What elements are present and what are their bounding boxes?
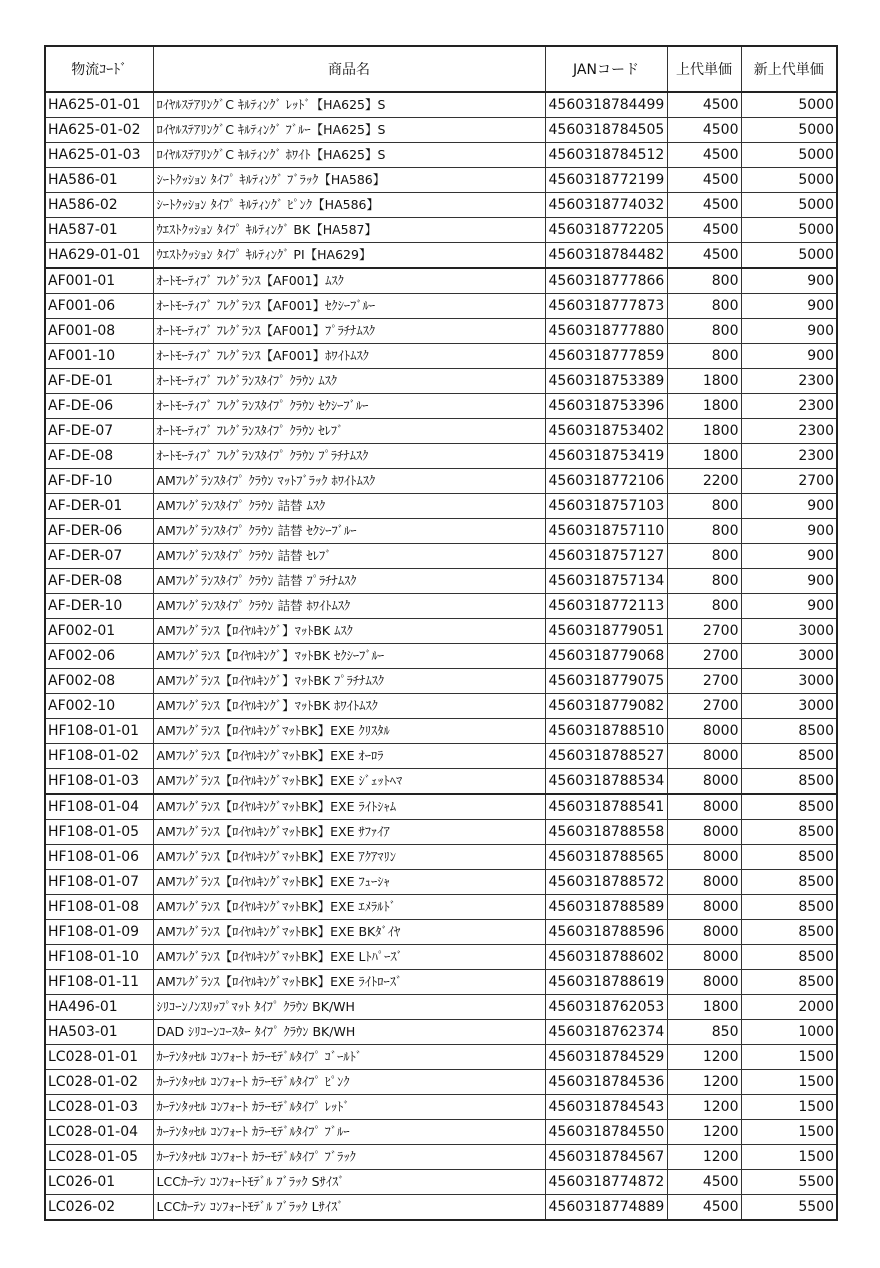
table-row — [45, 118, 837, 143]
product-name-cell: ｳｴｽﾄｸｯｼｮﾝ ﾀｲﾌﾟ ｷﾙﾃｨﾝｸﾞ BK【HA587】 — [153, 218, 545, 243]
retail-price-cell: 2700 — [667, 694, 741, 719]
logistics-code-cell: HF108-01-03 — [45, 769, 153, 795]
jan-code-cell: 4560318788596 — [545, 920, 667, 945]
new-retail-price-cell: 1500 — [741, 1120, 837, 1145]
jan-code-cell: 4560318784482 — [545, 243, 667, 269]
jan-code-cell: 4560318757127 — [545, 544, 667, 569]
jan-code-cell: 4560318779082 — [545, 694, 667, 719]
price-list-sheet — [44, 45, 836, 1221]
logistics-code-cell: LC028-01-03 — [45, 1095, 153, 1120]
table-row — [45, 719, 837, 744]
retail-price-cell: 1200 — [667, 1095, 741, 1120]
table-row — [45, 369, 837, 394]
retail-price-cell: 1800 — [667, 369, 741, 394]
retail-price-cell: 800 — [667, 294, 741, 319]
table-row — [45, 569, 837, 594]
new-retail-price-cell: 1000 — [741, 1020, 837, 1045]
product-name-cell: ﾛｲﾔﾙｽﾃｱﾘﾝｸﾞC ｷﾙﾃｨﾝｸﾞ ﾎﾜｲﾄ【HA625】S — [153, 143, 545, 168]
logistics-code-cell: AF002-08 — [45, 669, 153, 694]
logistics-code-cell: HA586-01 — [45, 168, 153, 193]
new-retail-price-cell: 5000 — [741, 143, 837, 168]
jan-code-cell: 4560318757103 — [545, 494, 667, 519]
retail-price-cell: 1200 — [667, 1045, 741, 1070]
new-retail-price-cell: 8500 — [741, 744, 837, 769]
table-row — [45, 669, 837, 694]
jan-code-cell: 4560318779075 — [545, 669, 667, 694]
jan-code-cell: 4560318774032 — [545, 193, 667, 218]
jan-code-cell: 4560318788602 — [545, 945, 667, 970]
jan-code-cell: 4560318784567 — [545, 1145, 667, 1170]
product-name-cell: AMﾌﾚｸﾞﾗﾝｽ【ﾛｲﾔﾙｷﾝｸﾞ】ﾏｯﾄBK ﾎﾜｲﾄﾑｽｸ — [153, 694, 545, 719]
logistics-code-cell: LC028-01-05 — [45, 1145, 153, 1170]
logistics-code-cell: AF-DER-07 — [45, 544, 153, 569]
jan-code-cell: 4560318753402 — [545, 419, 667, 444]
logistics-code-cell: AF001-08 — [45, 319, 153, 344]
retail-price-cell: 8000 — [667, 744, 741, 769]
product-name-cell: AMﾌﾚｸﾞﾗﾝｽﾀｲﾌﾟ ｸﾗｳﾝ 詰替 ﾑｽｸ — [153, 494, 545, 519]
retail-price-cell: 2700 — [667, 644, 741, 669]
new-retail-price-cell: 8500 — [741, 970, 837, 995]
table-row — [45, 1020, 837, 1045]
new-retail-price-cell: 5000 — [741, 118, 837, 143]
retail-price-cell: 4500 — [667, 193, 741, 218]
product-name-cell: AMﾌﾚｸﾞﾗﾝｽ【ﾛｲﾔﾙｷﾝｸﾞﾏｯﾄBK】EXE ｱｸｱﾏﾘﾝ — [153, 845, 545, 870]
product-name-cell: ｶｰﾃﾝﾀｯｾﾙ ｺﾝﾌｫｰﾄ ｶﾗｰﾓﾃﾞﾙﾀｲﾌﾟ ﾌﾞﾗｯｸ — [153, 1145, 545, 1170]
retail-price-cell: 4500 — [667, 1195, 741, 1221]
table-row — [45, 995, 837, 1020]
jan-code-cell: 4560318784543 — [545, 1095, 667, 1120]
jan-code-cell: 4560318788589 — [545, 895, 667, 920]
retail-price-cell: 1800 — [667, 444, 741, 469]
new-retail-price-cell: 1500 — [741, 1070, 837, 1095]
logistics-code-cell: AF001-06 — [45, 294, 153, 319]
product-name-cell: ｶｰﾃﾝﾀｯｾﾙ ｺﾝﾌｫｰﾄ ｶﾗｰﾓﾃﾞﾙﾀｲﾌﾟ ﾚｯﾄﾞ — [153, 1095, 545, 1120]
logistics-code-cell: LC026-01 — [45, 1170, 153, 1195]
retail-price-cell: 2200 — [667, 469, 741, 494]
retail-price-cell: 1200 — [667, 1070, 741, 1095]
logistics-code-cell: AF-DE-07 — [45, 419, 153, 444]
new-retail-price-cell: 8500 — [741, 870, 837, 895]
jan-code-cell: 4560318777880 — [545, 319, 667, 344]
product-name-cell: ｵｰﾄﾓｰﾃｨﾌﾞ ﾌﾚｸﾞﾗﾝｽﾀｲﾌﾟ ｸﾗｳﾝ ｾﾚﾌﾞ — [153, 419, 545, 444]
logistics-code-cell: HF108-01-02 — [45, 744, 153, 769]
new-retail-price-cell: 3000 — [741, 694, 837, 719]
jan-code-cell: 4560318772199 — [545, 168, 667, 193]
product-name-cell: ｶｰﾃﾝﾀｯｾﾙ ｺﾝﾌｫｰﾄ ｶﾗｰﾓﾃﾞﾙﾀｲﾌﾟ ﾋﾟﾝｸ — [153, 1070, 545, 1095]
retail-price-cell: 800 — [667, 569, 741, 594]
jan-code-cell: 4560318774872 — [545, 1170, 667, 1195]
logistics-code-cell: LC028-01-01 — [45, 1045, 153, 1070]
new-retail-price-cell: 900 — [741, 544, 837, 569]
retail-price-cell: 4500 — [667, 1170, 741, 1195]
new-retail-price-cell: 3000 — [741, 644, 837, 669]
logistics-code-cell: AF002-01 — [45, 619, 153, 644]
retail-price-cell: 4500 — [667, 243, 741, 269]
retail-price-cell: 4500 — [667, 168, 741, 193]
logistics-code-cell: HA586-02 — [45, 193, 153, 218]
logistics-code-cell: AF-DER-06 — [45, 519, 153, 544]
table-row — [45, 519, 837, 544]
retail-price-cell: 800 — [667, 594, 741, 619]
table-row — [45, 644, 837, 669]
product-name-cell: AMﾌﾚｸﾞﾗﾝｽﾀｲﾌﾟ ｸﾗｳﾝ 詰替 ｾｸｼｰﾌﾞﾙｰ — [153, 519, 545, 544]
logistics-code-cell: HA625-01-01 — [45, 92, 153, 118]
table-row — [45, 794, 837, 820]
jan-code-cell: 4560318762053 — [545, 995, 667, 1020]
new-retail-price-cell: 3000 — [741, 619, 837, 644]
product-name-cell: ｵｰﾄﾓｰﾃｨﾌﾞ ﾌﾚｸﾞﾗﾝｽﾀｲﾌﾟ ｸﾗｳﾝ ﾑｽｸ — [153, 369, 545, 394]
product-name-cell: AMﾌﾚｸﾞﾗﾝｽ【ﾛｲﾔﾙｷﾝｸﾞ】ﾏｯﾄBK ｾｸｼｰﾌﾞﾙｰ — [153, 644, 545, 669]
logistics-code-cell: HA625-01-02 — [45, 118, 153, 143]
logistics-code-cell: HF108-01-01 — [45, 719, 153, 744]
jan-code-cell: 4560318777873 — [545, 294, 667, 319]
header-new-retail-price: 新上代単価 — [741, 46, 837, 92]
retail-price-cell: 1200 — [667, 1145, 741, 1170]
jan-code-cell: 4560318788572 — [545, 870, 667, 895]
product-name-cell: AMﾌﾚｸﾞﾗﾝｽ【ﾛｲﾔﾙｷﾝｸﾞ】ﾏｯﾄBK ﾑｽｸ — [153, 619, 545, 644]
retail-price-cell: 4500 — [667, 218, 741, 243]
table-row — [45, 1170, 837, 1195]
table-body — [45, 92, 837, 1220]
logistics-code-cell: HF108-01-07 — [45, 870, 153, 895]
retail-price-cell: 8000 — [667, 920, 741, 945]
logistics-code-cell: AF-DER-08 — [45, 569, 153, 594]
table-row — [45, 268, 837, 294]
retail-price-cell: 1200 — [667, 1120, 741, 1145]
logistics-code-cell: AF-DER-10 — [45, 594, 153, 619]
table-row — [45, 1195, 837, 1221]
product-name-cell: AMﾌﾚｸﾞﾗﾝｽ【ﾛｲﾔﾙｷﾝｸﾞ】ﾏｯﾄBK ﾌﾟﾗﾁﾅﾑｽｸ — [153, 669, 545, 694]
logistics-code-cell: LC028-01-04 — [45, 1120, 153, 1145]
new-retail-price-cell: 900 — [741, 344, 837, 369]
logistics-code-cell: HF108-01-06 — [45, 845, 153, 870]
logistics-code-cell: AF-DER-01 — [45, 494, 153, 519]
logistics-code-cell: HA503-01 — [45, 1020, 153, 1045]
header-product-name: 商品名 — [153, 46, 545, 92]
header-jan-code: JANコード — [545, 46, 667, 92]
retail-price-cell: 4500 — [667, 92, 741, 118]
new-retail-price-cell: 8500 — [741, 895, 837, 920]
retail-price-cell: 8000 — [667, 820, 741, 845]
product-name-cell: AMﾌﾚｸﾞﾗﾝｽ【ﾛｲﾔﾙｷﾝｸﾞﾏｯﾄBK】EXE ｼﾞｪｯﾄﾍﾏ — [153, 769, 545, 795]
table-row — [45, 243, 837, 269]
table-row — [45, 444, 837, 469]
product-name-cell: DAD ｼﾘｺｰﾝｺｰｽﾀｰ ﾀｲﾌﾟ ｸﾗｳﾝ BK/WH — [153, 1020, 545, 1045]
jan-code-cell: 4560318779051 — [545, 619, 667, 644]
jan-code-cell: 4560318788527 — [545, 744, 667, 769]
product-name-cell: AMﾌﾚｸﾞﾗﾝｽ【ﾛｲﾔﾙｷﾝｸﾞﾏｯﾄBK】EXE ﾗｲﾄｼｬﾑ — [153, 794, 545, 820]
product-name-cell: AMﾌﾚｸﾞﾗﾝｽﾀｲﾌﾟ ｸﾗｳﾝ 詰替 ﾌﾟﾗﾁﾅﾑｽｸ — [153, 569, 545, 594]
new-retail-price-cell: 2300 — [741, 394, 837, 419]
product-name-cell: ｶｰﾃﾝﾀｯｾﾙ ｺﾝﾌｫｰﾄ ｶﾗｰﾓﾃﾞﾙﾀｲﾌﾟ ﾌﾞﾙｰ — [153, 1120, 545, 1145]
new-retail-price-cell: 8500 — [741, 794, 837, 820]
jan-code-cell: 4560318774889 — [545, 1195, 667, 1221]
table-row — [45, 469, 837, 494]
table-row — [45, 494, 837, 519]
new-retail-price-cell: 900 — [741, 519, 837, 544]
jan-code-cell: 4560318753389 — [545, 369, 667, 394]
product-name-cell: ｼｰﾄｸｯｼｮﾝ ﾀｲﾌﾟ ｷﾙﾃｨﾝｸﾞ ﾌﾞﾗｯｸ【HA586】 — [153, 168, 545, 193]
new-retail-price-cell: 5500 — [741, 1195, 837, 1221]
product-name-cell: ｵｰﾄﾓｰﾃｨﾌﾞ ﾌﾚｸﾞﾗﾝｽ【AF001】ｾｸｼｰﾌﾞﾙｰ — [153, 294, 545, 319]
table-row — [45, 1120, 837, 1145]
new-retail-price-cell: 2300 — [741, 419, 837, 444]
jan-code-cell: 4560318788565 — [545, 845, 667, 870]
retail-price-cell: 4500 — [667, 118, 741, 143]
product-name-cell: AMﾌﾚｸﾞﾗﾝｽ【ﾛｲﾔﾙｷﾝｸﾞﾏｯﾄBK】EXE ﾌｭｰｼｬ — [153, 870, 545, 895]
new-retail-price-cell: 5000 — [741, 218, 837, 243]
jan-code-cell: 4560318788558 — [545, 820, 667, 845]
table-row — [45, 319, 837, 344]
jan-code-cell: 4560318779068 — [545, 644, 667, 669]
logistics-code-cell: AF001-01 — [45, 268, 153, 294]
new-retail-price-cell: 900 — [741, 268, 837, 294]
table-row — [45, 544, 837, 569]
new-retail-price-cell: 8500 — [741, 820, 837, 845]
jan-code-cell: 4560318772106 — [545, 469, 667, 494]
retail-price-cell: 8000 — [667, 769, 741, 795]
jan-code-cell: 4560318784529 — [545, 1045, 667, 1070]
table-row — [45, 193, 837, 218]
new-retail-price-cell: 900 — [741, 594, 837, 619]
table-row — [45, 168, 837, 193]
new-retail-price-cell: 5000 — [741, 168, 837, 193]
table-row — [45, 845, 837, 870]
table-row — [45, 895, 837, 920]
new-retail-price-cell: 5000 — [741, 193, 837, 218]
logistics-code-cell: AF001-10 — [45, 344, 153, 369]
product-name-cell: AMﾌﾚｸﾞﾗﾝｽ【ﾛｲﾔﾙｷﾝｸﾞﾏｯﾄBK】EXE Lﾄﾊﾟｰｽﾞ — [153, 945, 545, 970]
new-retail-price-cell: 2000 — [741, 995, 837, 1020]
product-name-cell: AMﾌﾚｸﾞﾗﾝｽ【ﾛｲﾔﾙｷﾝｸﾞﾏｯﾄBK】EXE ｴﾒﾗﾙﾄﾞ — [153, 895, 545, 920]
product-name-cell: AMﾌﾚｸﾞﾗﾝｽﾀｲﾌﾟ ｸﾗｳﾝ 詰替 ｾﾚﾌﾞ — [153, 544, 545, 569]
new-retail-price-cell: 5000 — [741, 243, 837, 269]
logistics-code-cell: HF108-01-10 — [45, 945, 153, 970]
logistics-code-cell: HF108-01-09 — [45, 920, 153, 945]
new-retail-price-cell: 3000 — [741, 669, 837, 694]
table-row — [45, 945, 837, 970]
jan-code-cell: 4560318788534 — [545, 769, 667, 795]
jan-code-cell: 4560318788619 — [545, 970, 667, 995]
table-row — [45, 1095, 837, 1120]
retail-price-cell: 800 — [667, 494, 741, 519]
table-row — [45, 218, 837, 243]
jan-code-cell: 4560318784536 — [545, 1070, 667, 1095]
new-retail-price-cell: 8500 — [741, 920, 837, 945]
retail-price-cell: 8000 — [667, 870, 741, 895]
product-name-cell: AMﾌﾚｸﾞﾗﾝｽﾀｲﾌﾟ ｸﾗｳﾝ 詰替 ﾎﾜｲﾄﾑｽｸ — [153, 594, 545, 619]
logistics-code-cell: HA625-01-03 — [45, 143, 153, 168]
table-row — [45, 344, 837, 369]
logistics-code-cell: HA496-01 — [45, 995, 153, 1020]
product-name-cell: AMﾌﾚｸﾞﾗﾝｽﾀｲﾌﾟ ｸﾗｳﾝ ﾏｯﾄﾌﾞﾗｯｸ ﾎﾜｲﾄﾑｽｸ — [153, 469, 545, 494]
retail-price-cell: 4500 — [667, 143, 741, 168]
product-name-cell: ｳｴｽﾄｸｯｼｮﾝ ﾀｲﾌﾟ ｷﾙﾃｨﾝｸﾞ PI【HA629】 — [153, 243, 545, 269]
retail-price-cell: 800 — [667, 268, 741, 294]
table-row — [45, 769, 837, 795]
table-row — [45, 594, 837, 619]
logistics-code-cell: AF002-10 — [45, 694, 153, 719]
retail-price-cell: 800 — [667, 544, 741, 569]
jan-code-cell: 4560318757110 — [545, 519, 667, 544]
logistics-code-cell: AF-DE-01 — [45, 369, 153, 394]
jan-code-cell: 4560318757134 — [545, 569, 667, 594]
product-name-cell: ｵｰﾄﾓｰﾃｨﾌﾞ ﾌﾚｸﾞﾗﾝｽ【AF001】ﾌﾟﾗﾁﾅﾑｽｸ — [153, 319, 545, 344]
new-retail-price-cell: 5500 — [741, 1170, 837, 1195]
jan-code-cell: 4560318777859 — [545, 344, 667, 369]
logistics-code-cell: LC026-02 — [45, 1195, 153, 1221]
table-row — [45, 820, 837, 845]
table-row — [45, 970, 837, 995]
retail-price-cell: 8000 — [667, 945, 741, 970]
table-row — [45, 920, 837, 945]
new-retail-price-cell: 900 — [741, 294, 837, 319]
table-row — [45, 1070, 837, 1095]
product-name-cell: ｶｰﾃﾝﾀｯｾﾙ ｺﾝﾌｫｰﾄ ｶﾗｰﾓﾃﾞﾙﾀｲﾌﾟ ｺﾞｰﾙﾄﾞ — [153, 1045, 545, 1070]
product-name-cell: AMﾌﾚｸﾞﾗﾝｽ【ﾛｲﾔﾙｷﾝｸﾞﾏｯﾄBK】EXE ﾗｲﾄﾛｰｽﾞ — [153, 970, 545, 995]
retail-price-cell: 1800 — [667, 419, 741, 444]
jan-code-cell: 4560318788510 — [545, 719, 667, 744]
retail-price-cell: 800 — [667, 344, 741, 369]
product-name-cell: AMﾌﾚｸﾞﾗﾝｽ【ﾛｲﾔﾙｷﾝｸﾞﾏｯﾄBK】EXE ｻﾌｧｲｱ — [153, 820, 545, 845]
table-row — [45, 1145, 837, 1170]
header-logistics-code: 物流ｺｰﾄﾞ — [45, 46, 153, 92]
new-retail-price-cell: 5000 — [741, 92, 837, 118]
retail-price-cell: 8000 — [667, 719, 741, 744]
retail-price-cell: 2700 — [667, 669, 741, 694]
retail-price-cell: 1800 — [667, 394, 741, 419]
table-row — [45, 92, 837, 118]
table-row — [45, 294, 837, 319]
new-retail-price-cell: 1500 — [741, 1045, 837, 1070]
jan-code-cell: 4560318772205 — [545, 218, 667, 243]
jan-code-cell: 4560318784499 — [545, 92, 667, 118]
retail-price-cell: 800 — [667, 519, 741, 544]
table-row — [45, 870, 837, 895]
jan-code-cell: 4560318788541 — [545, 794, 667, 820]
logistics-code-cell: AF-DE-06 — [45, 394, 153, 419]
logistics-code-cell: HA587-01 — [45, 218, 153, 243]
product-name-cell: ｼﾘｺｰﾝﾉﾝｽﾘｯﾌﾟﾏｯﾄ ﾀｲﾌﾟ ｸﾗｳﾝ BK/WH — [153, 995, 545, 1020]
new-retail-price-cell: 900 — [741, 569, 837, 594]
retail-price-cell: 8000 — [667, 845, 741, 870]
table-row — [45, 143, 837, 168]
new-retail-price-cell: 8500 — [741, 769, 837, 795]
product-name-cell: ｼｰﾄｸｯｼｮﾝ ﾀｲﾌﾟ ｷﾙﾃｨﾝｸﾞ ﾋﾟﾝｸ【HA586】 — [153, 193, 545, 218]
new-retail-price-cell: 1500 — [741, 1095, 837, 1120]
logistics-code-cell: AF002-06 — [45, 644, 153, 669]
product-name-cell: AMﾌﾚｸﾞﾗﾝｽ【ﾛｲﾔﾙｷﾝｸﾞﾏｯﾄBK】EXE ｸﾘｽﾀﾙ — [153, 719, 545, 744]
logistics-code-cell: HA629-01-01 — [45, 243, 153, 269]
jan-code-cell: 4560318777866 — [545, 268, 667, 294]
header-retail-price: 上代単価 — [667, 46, 741, 92]
product-name-cell: ｵｰﾄﾓｰﾃｨﾌﾞ ﾌﾚｸﾞﾗﾝｽ【AF001】ﾎﾜｲﾄﾑｽｸ — [153, 344, 545, 369]
table-row — [45, 394, 837, 419]
new-retail-price-cell: 900 — [741, 494, 837, 519]
jan-code-cell: 4560318784512 — [545, 143, 667, 168]
new-retail-price-cell: 8500 — [741, 719, 837, 744]
retail-price-cell: 8000 — [667, 970, 741, 995]
product-name-cell: ｵｰﾄﾓｰﾃｨﾌﾞ ﾌﾚｸﾞﾗﾝｽﾀｲﾌﾟ ｸﾗｳﾝ ﾌﾟﾗﾁﾅﾑｽｸ — [153, 444, 545, 469]
table-header-row — [45, 46, 837, 92]
jan-code-cell: 4560318784550 — [545, 1120, 667, 1145]
table-row — [45, 1045, 837, 1070]
jan-code-cell: 4560318753419 — [545, 444, 667, 469]
jan-code-cell: 4560318753396 — [545, 394, 667, 419]
table-row — [45, 419, 837, 444]
jan-code-cell: 4560318762374 — [545, 1020, 667, 1045]
product-name-cell: LCCｶｰﾃﾝ ｺﾝﾌｫｰﾄﾓﾃﾞﾙ ﾌﾞﾗｯｸ Lｻｲｽﾞ — [153, 1195, 545, 1221]
new-retail-price-cell: 900 — [741, 319, 837, 344]
table-row — [45, 694, 837, 719]
logistics-code-cell: HF108-01-04 — [45, 794, 153, 820]
product-name-cell: AMﾌﾚｸﾞﾗﾝｽ【ﾛｲﾔﾙｷﾝｸﾞﾏｯﾄBK】EXE ｵｰﾛﾗ — [153, 744, 545, 769]
retail-price-cell: 2700 — [667, 619, 741, 644]
logistics-code-cell: AF-DE-08 — [45, 444, 153, 469]
new-retail-price-cell: 8500 — [741, 845, 837, 870]
retail-price-cell: 1800 — [667, 995, 741, 1020]
product-name-cell: ﾛｲﾔﾙｽﾃｱﾘﾝｸﾞC ｷﾙﾃｨﾝｸﾞ ﾌﾞﾙｰ【HA625】S — [153, 118, 545, 143]
logistics-code-cell: HF108-01-11 — [45, 970, 153, 995]
retail-price-cell: 850 — [667, 1020, 741, 1045]
retail-price-cell: 8000 — [667, 895, 741, 920]
logistics-code-cell: HF108-01-05 — [45, 820, 153, 845]
retail-price-cell: 8000 — [667, 794, 741, 820]
product-name-cell: ｵｰﾄﾓｰﾃｨﾌﾞ ﾌﾚｸﾞﾗﾝｽﾀｲﾌﾟ ｸﾗｳﾝ ｾｸｼｰﾌﾞﾙｰ — [153, 394, 545, 419]
retail-price-cell: 800 — [667, 319, 741, 344]
table-row — [45, 619, 837, 644]
logistics-code-cell: LC028-01-02 — [45, 1070, 153, 1095]
new-retail-price-cell: 2300 — [741, 444, 837, 469]
product-name-cell: LCCｶｰﾃﾝ ｺﾝﾌｫｰﾄﾓﾃﾞﾙ ﾌﾞﾗｯｸ Sｻｲｽﾞ — [153, 1170, 545, 1195]
product-name-cell: ﾛｲﾔﾙｽﾃｱﾘﾝｸﾞC ｷﾙﾃｨﾝｸﾞ ﾚｯﾄﾞ【HA625】S — [153, 92, 545, 118]
new-retail-price-cell: 8500 — [741, 945, 837, 970]
jan-code-cell: 4560318784505 — [545, 118, 667, 143]
product-name-cell: AMﾌﾚｸﾞﾗﾝｽ【ﾛｲﾔﾙｷﾝｸﾞﾏｯﾄBK】EXE BKﾀﾞｲﾔ — [153, 920, 545, 945]
jan-code-cell: 4560318772113 — [545, 594, 667, 619]
price-table — [44, 45, 838, 1221]
new-retail-price-cell: 2300 — [741, 369, 837, 394]
new-retail-price-cell: 1500 — [741, 1145, 837, 1170]
table-row — [45, 744, 837, 769]
logistics-code-cell: AF-DF-10 — [45, 469, 153, 494]
product-name-cell: ｵｰﾄﾓｰﾃｨﾌﾞ ﾌﾚｸﾞﾗﾝｽ【AF001】ﾑｽｸ — [153, 268, 545, 294]
new-retail-price-cell: 2700 — [741, 469, 837, 494]
logistics-code-cell: HF108-01-08 — [45, 895, 153, 920]
